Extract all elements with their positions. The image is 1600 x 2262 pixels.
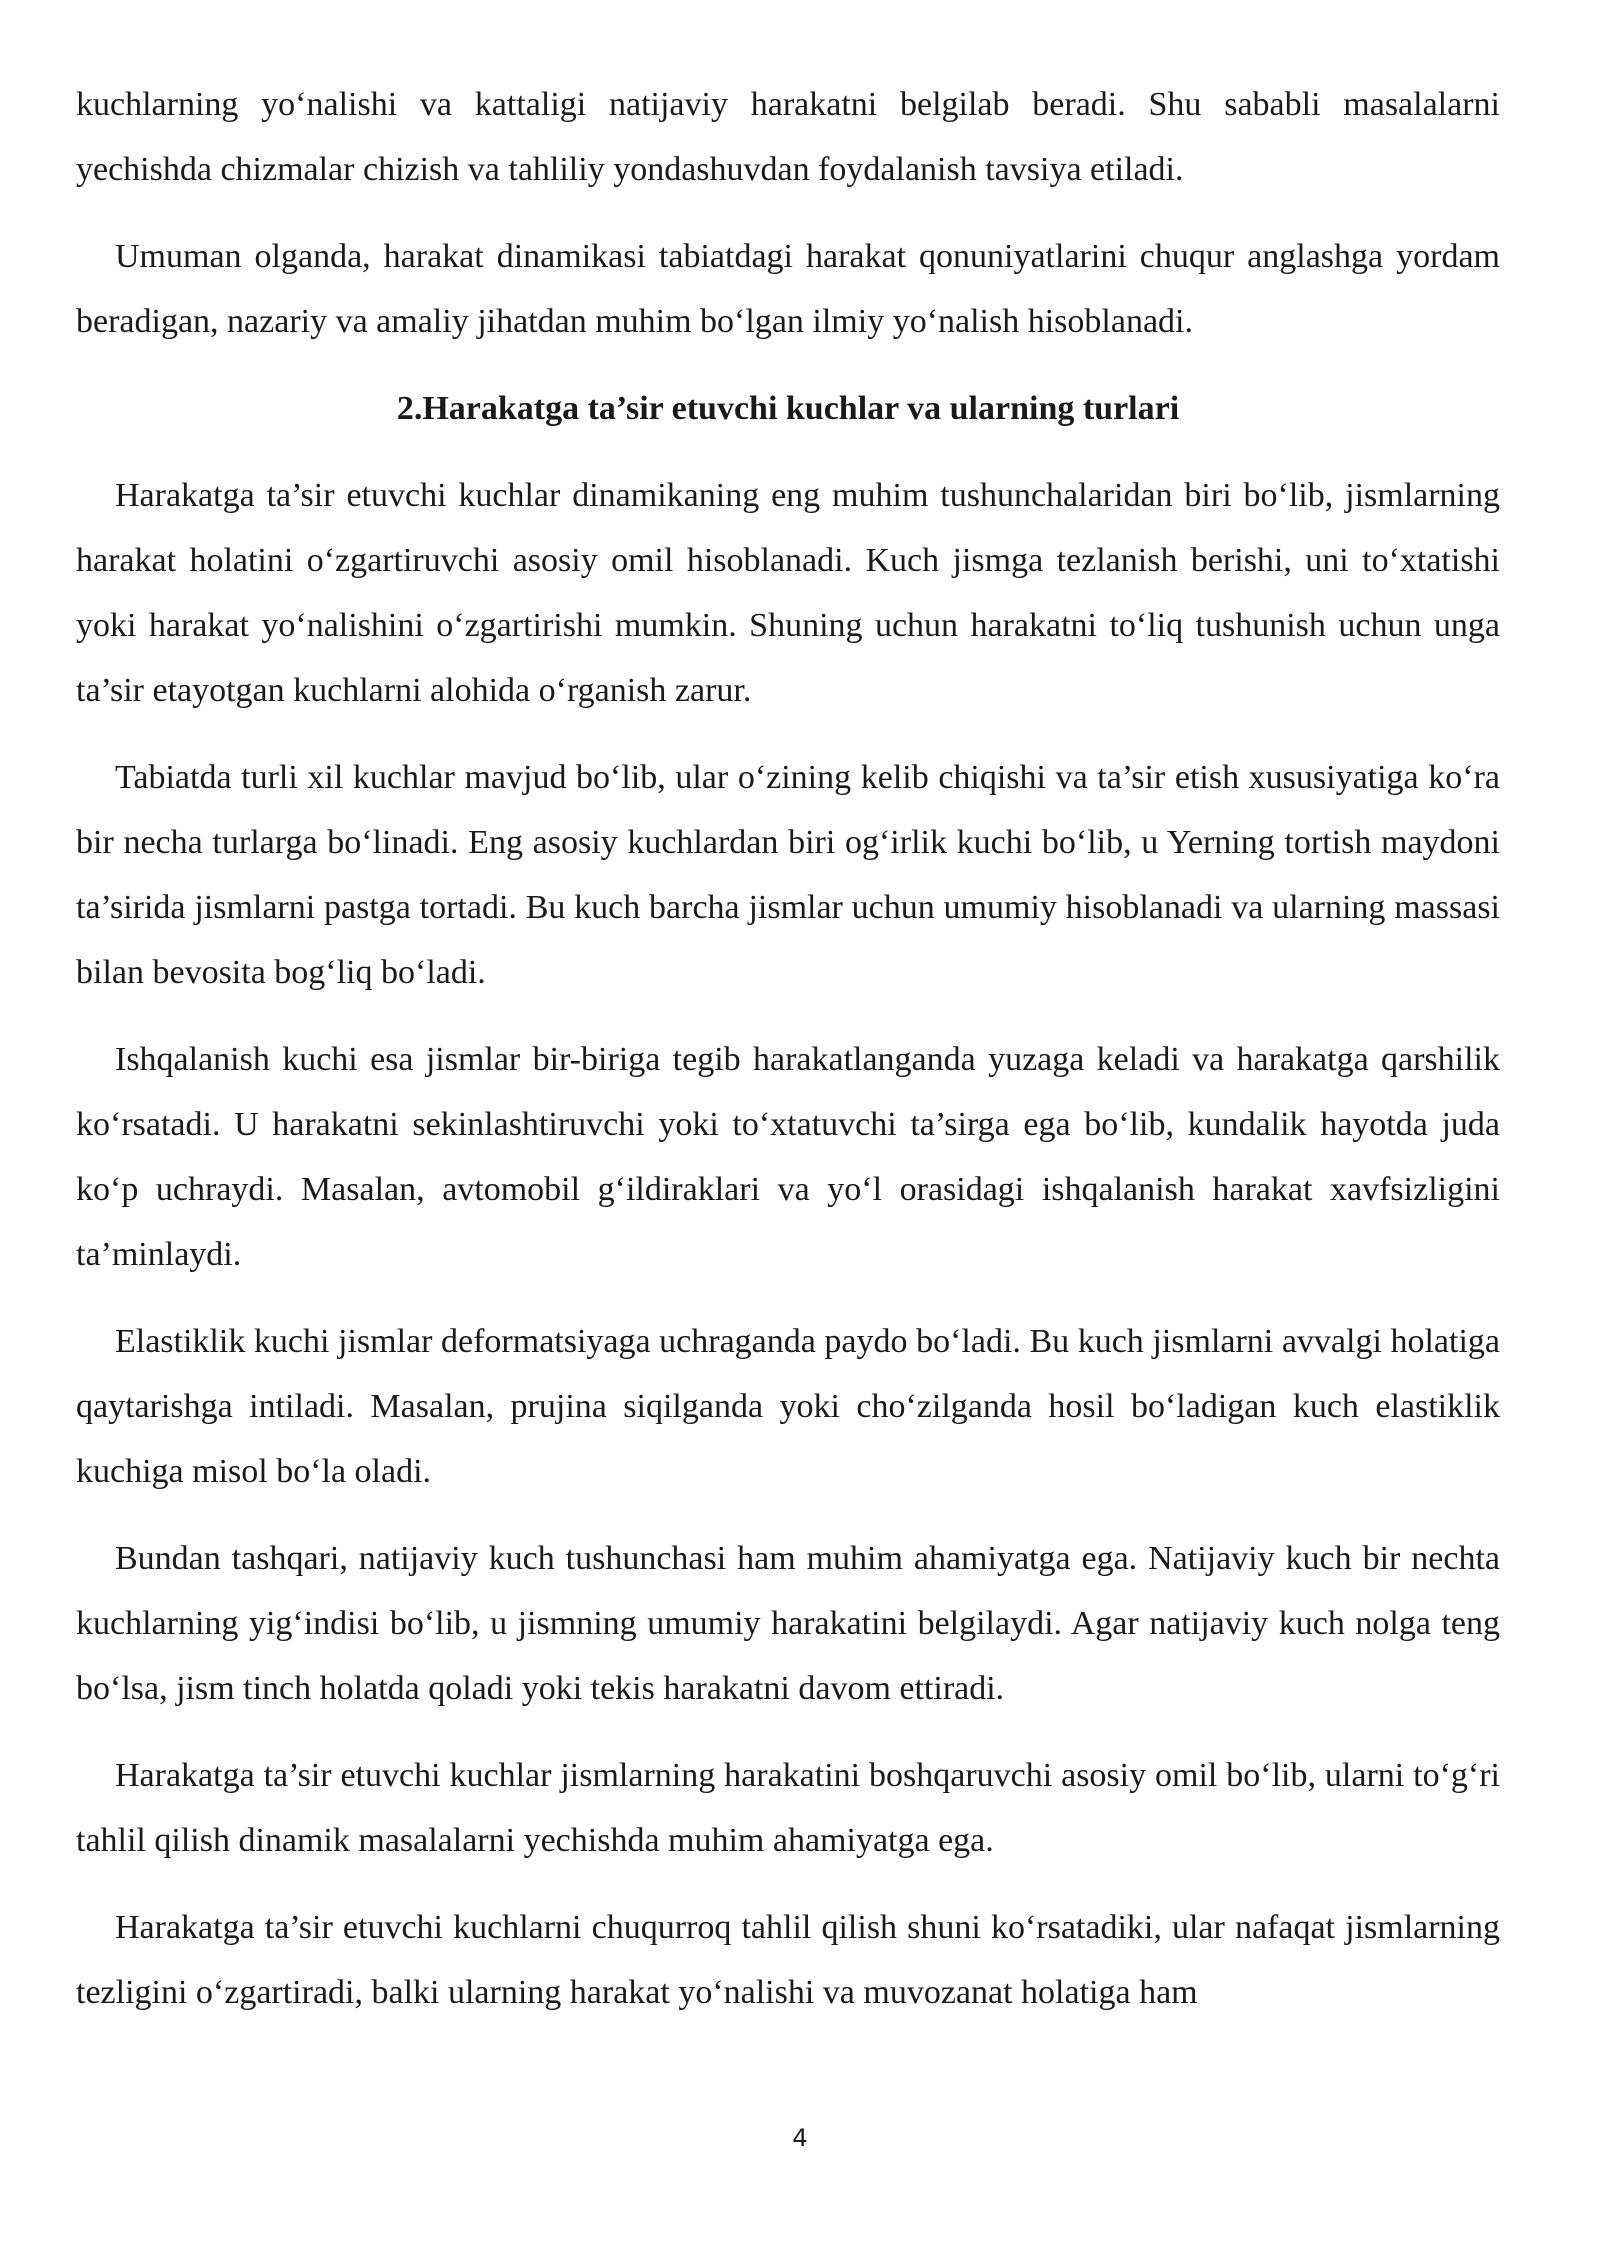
paragraph-deeper-analysis: Harakatga ta’sir etuvchi kuchlarni chuqurroq tahlil qilish shuni ko‘rsatadiki, ular nafaqat jismlarning tezligini o‘zgartiradi, balki ularning harakat yo‘nalishi va muvozanat holatiga ham [76, 1909, 1500, 2011]
paragraph-elasticity: Elastiklik kuchi jismlar deformatsiyaga uchraganda paydo bo‘ladi. Bu kuch jismlarni avvalgi holatiga qaytarishga intiladi. Masalan, prujina siqilganda yoki cho‘zilganda hosil bo‘ladigan kuch elastiklik kuchiga misol bo‘la oladi. [76, 1323, 1500, 1490]
paragraph-gravity: Tabiatda turli xil kuchlar mavjud bo‘lib, ular o‘zining kelib chiqishi va ta’sir etish xususiyatiga ko‘ra bir necha turlarga bo‘linadi. Eng asosiy kuchlardan biri og‘irlik kuchi bo‘lib, u Yerning tortish maydoni ta’sirida jismlarni pastga tortadi. Bu kuch barcha jismlar uchun umumiy hisoblanadi va ularning massasi bilan bevosita bog‘liq bo‘ladi. [76, 759, 1500, 991]
paragraph-forces-intro: Harakatga ta’sir etuvchi kuchlar dinamikaning eng muhim tushunchalaridan biri bo‘lib, jismlarning harakat holatini o‘zgartiruvchi asosiy omil hisoblanadi. Kuch jismga tezlanish berishi, uni to‘xtatishi yoki harakat yo‘nalishini o‘zgartirishi mumkin. Shuning uchun harakatni to‘liq tushunish uchun unga ta’sir etayotgan kuchlarni alohida o‘rganish zarur. [76, 477, 1500, 709]
paragraph-resultant-force: Bundan tashqari, natijaviy kuch tushunchasi ham muhim ahamiyatga ega. Natijaviy kuch bir nechta kuchlarning yig‘indisi bo‘lib, u jismning umumiy harakatini belgilaydi. Agar natijaviy kuch nolga teng bo‘lsa, jism tinch holatda qoladi yoki tekis harakatni davom ettiradi. [76, 1540, 1500, 1707]
paragraph-summary: Umuman olganda, harakat dinamikasi tabiatdagi harakat qonuniyatlarini chuqur anglashga yordam beradigan, nazariy va amaliy jihatdan muhim bo‘lgan ilmiy yo‘nalish hisoblanadi. [76, 238, 1500, 340]
paragraph-friction: Ishqalanish kuchi esa jismlar bir-biriga tegib harakatlanganda yuzaga keladi va harakatga qarshilik ko‘rsatadi. U harakatni sekinlashtiruvchi yoki to‘xtatuvchi ta’sirga ega bo‘lib, kundalik hayotda juda ko‘p uchraydi. Masalan, avtomobil g‘ildiraklari va yo‘l orasidagi ishqalanish harakat xavfsizligini ta’minlaydi. [76, 1041, 1500, 1273]
paragraph-conclusion: Harakatga ta’sir etuvchi kuchlar jismlarning harakatini boshqaruvchi asosiy omil bo‘lib, ularni to‘g‘ri tahlil qilish dinamik masalalarni yechishda muhim ahamiyatga ega. [76, 1757, 1500, 1859]
paragraph-continuation: kuchlarning yo‘nalishi va kattaligi natijaviy harakatni belgilab beradi. Shu sababli masalalarni yechishda chizmalar chizish va tahliliy yondashuvdan foydalanish tavsiya etiladi. [76, 86, 1500, 188]
document-body [76, 72, 1500, 2047]
section-heading: 2.Harakatga ta’sir etuvchi kuchlar va ularning turlari [396, 390, 1180, 427]
page-number: 4 [792, 2124, 808, 2152]
